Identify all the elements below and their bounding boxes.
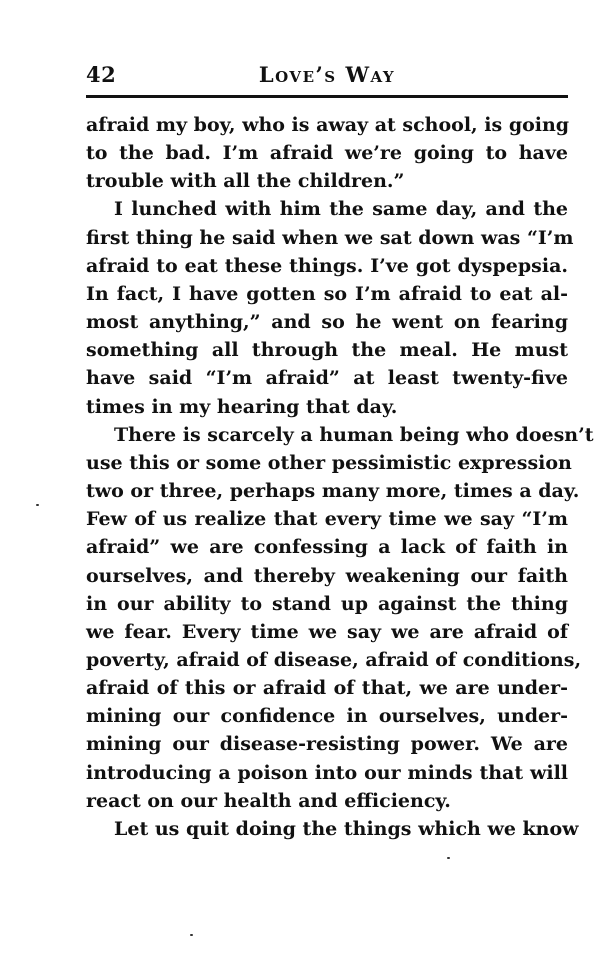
text-line: first thing he said when we sat down was “I’m (86, 226, 574, 249)
text-line: Few of us realize that every time we say “I’m (86, 508, 568, 531)
text-line: two or three, perhaps many more, times a day. (86, 480, 580, 503)
text-line: afraid to eat these things. I’ve got dyspepsia. (86, 254, 568, 277)
text-line: ourselves, and thereby weakening our faith (86, 564, 568, 587)
body-text (86, 111, 594, 843)
text-line: trouble with all the children.” (86, 170, 405, 193)
text-line: In fact, I have gotten so I’m afraid to eat al- (86, 282, 568, 305)
text-line: most anything,” and so he went on fearing (86, 311, 568, 334)
scan-speck (36, 504, 39, 506)
running-title: Love’s Way (258, 62, 396, 87)
text-line: we fear. Every time we say we are afraid of (86, 620, 568, 643)
text-line: introducing a poison into our minds that will (86, 761, 568, 784)
text-line: afraid of this or afraid of that, we are under- (86, 677, 568, 700)
page-number: 42 (86, 62, 117, 87)
header-rule (86, 95, 568, 98)
text-line: mining our confidence in ourselves, under- (86, 705, 568, 728)
text-line: use this or some other pessimistic expression (86, 451, 572, 474)
text-line: afraid my boy, who is away at school, is going (86, 114, 570, 136)
text-line: in our ability to stand up against the thing (86, 592, 568, 615)
text-line: times in my hearing that day. (86, 395, 398, 418)
text-line: poverty, afraid of disease, afraid of conditions, (86, 648, 582, 671)
text-line: There is scarcely a human being who doesn’t (114, 423, 594, 446)
page-header (86, 62, 568, 94)
text-line: react on our health and efficiency. (86, 789, 451, 812)
text-line: have said “I’m afraid” at least twenty-five (86, 367, 568, 390)
scan-speck (190, 934, 193, 936)
scan-speck (447, 857, 450, 859)
text-line: I lunched with him the same day, and the (114, 198, 568, 221)
text-line: afraid” we are confessing a lack of faith in (86, 536, 568, 559)
text-line: something all through the meal. He must (86, 339, 568, 362)
text-line: to the bad. I’m afraid we’re going to have (86, 142, 568, 165)
text-line: mining our disease-resisting power. We are (86, 733, 568, 756)
text-line: Let us quit doing the things which we know (114, 817, 579, 840)
